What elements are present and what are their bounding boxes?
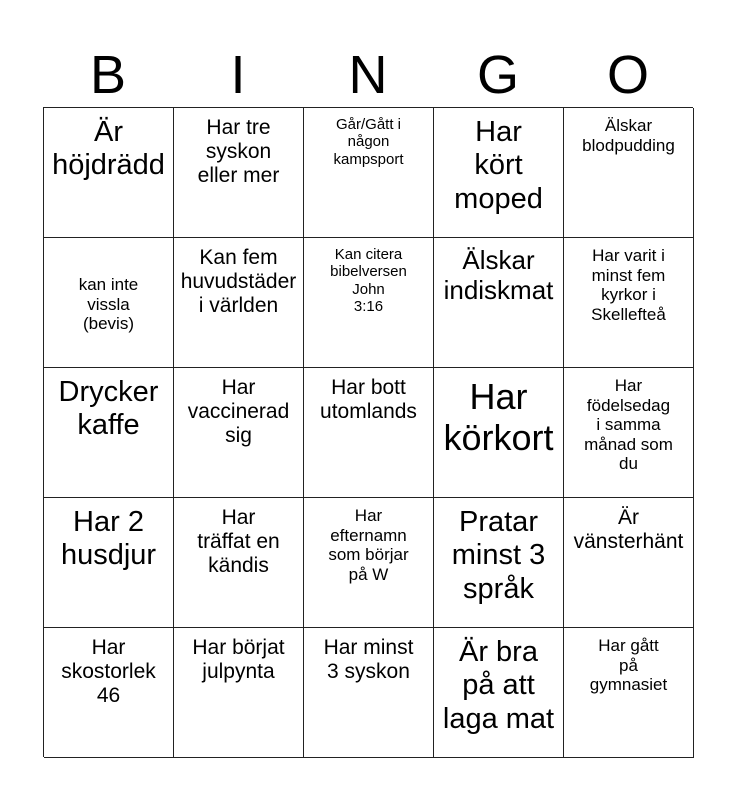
bingo-cell[interactable] [174,108,304,238]
bingo-cell[interactable] [174,238,304,368]
bingo-cell-text: Har börjat julpynta [192,636,285,684]
bingo-cell[interactable] [564,498,694,628]
bingo-cell-text: Har 2 husdjur [60,506,157,572]
bingo-cell-text: Älskar blodpudding [582,116,675,155]
bingo-cell[interactable] [304,628,434,758]
bingo-board [43,107,693,757]
bingo-cell[interactable] [304,368,434,498]
bingo-cell-text: Har körkort [443,376,554,459]
bingo-cell-text: Har gått på gymnasiet [589,636,668,695]
bingo-cell-text: Älskar indiskmat [443,245,554,305]
bingo-cell-text: Har träffat en kändis [197,506,280,578]
bingo-cell-text: Är vänsterhänt [573,506,684,554]
bingo-cell[interactable] [44,498,174,628]
bingo-cell[interactable] [44,628,174,758]
bingo-cell[interactable] [434,498,564,628]
bingo-cell-text: Har tre syskon eller mer [197,116,280,188]
bingo-cell-text: Pratar minst 3 språk [451,506,546,605]
bingo-cell-text: Har skostorlek 46 [61,636,156,708]
header-letter-i: I [230,45,246,105]
bingo-cell[interactable] [434,108,564,238]
bingo-cell[interactable] [174,498,304,628]
bingo-cell[interactable] [304,238,434,368]
bingo-cell-text: Har vaccinerad sig [187,376,290,448]
bingo-header [43,44,693,106]
bingo-cell-text: Kan fem huvudstäder i världen [180,246,297,318]
bingo-cell[interactable] [304,498,434,628]
bingo-cell-text: Har födelsedag i samma månad som du [584,376,673,474]
bingo-cell-text: Är bra på att laga mat [442,636,555,735]
bingo-cell-text: Går/Gått i någon kampsport [333,116,404,168]
header-letter-n: N [348,45,388,105]
bingo-cell[interactable] [174,628,304,758]
bingo-cell-text: Är höjdrädd [52,116,165,182]
bingo-cell-text: Har kört moped [454,116,543,215]
bingo-cell[interactable] [174,368,304,498]
bingo-cell[interactable] [564,628,694,758]
bingo-cell[interactable] [434,238,564,368]
bingo-cell-text: Har varit i minst fem kyrkor i Skellefteå [591,246,666,324]
bingo-cell[interactable] [564,368,694,498]
bingo-cell[interactable] [434,368,564,498]
bingo-cell-text: kan inte vissla (bevis) [78,275,139,334]
bingo-cell-text: Har minst 3 syskon [323,636,414,684]
bingo-cell[interactable] [44,368,174,498]
bingo-cell[interactable] [564,108,694,238]
bingo-cell-text: Har efternamn som börjar på W [328,506,409,584]
bingo-cell[interactable] [434,628,564,758]
bingo-cell[interactable] [304,108,434,238]
bingo-cell-text: Kan citera bibelversen John 3:16 [330,246,407,315]
header-letter-g: G [476,45,519,105]
bingo-cell[interactable] [44,238,174,368]
bingo-cell-text: Drycker kaffe [58,376,159,442]
bingo-cell[interactable] [564,238,694,368]
header-letter-o: O [606,45,649,105]
bingo-cell-text: Har bott utomlands [320,376,417,424]
header-letter-b: B [89,45,127,105]
bingo-cell[interactable] [44,108,174,238]
